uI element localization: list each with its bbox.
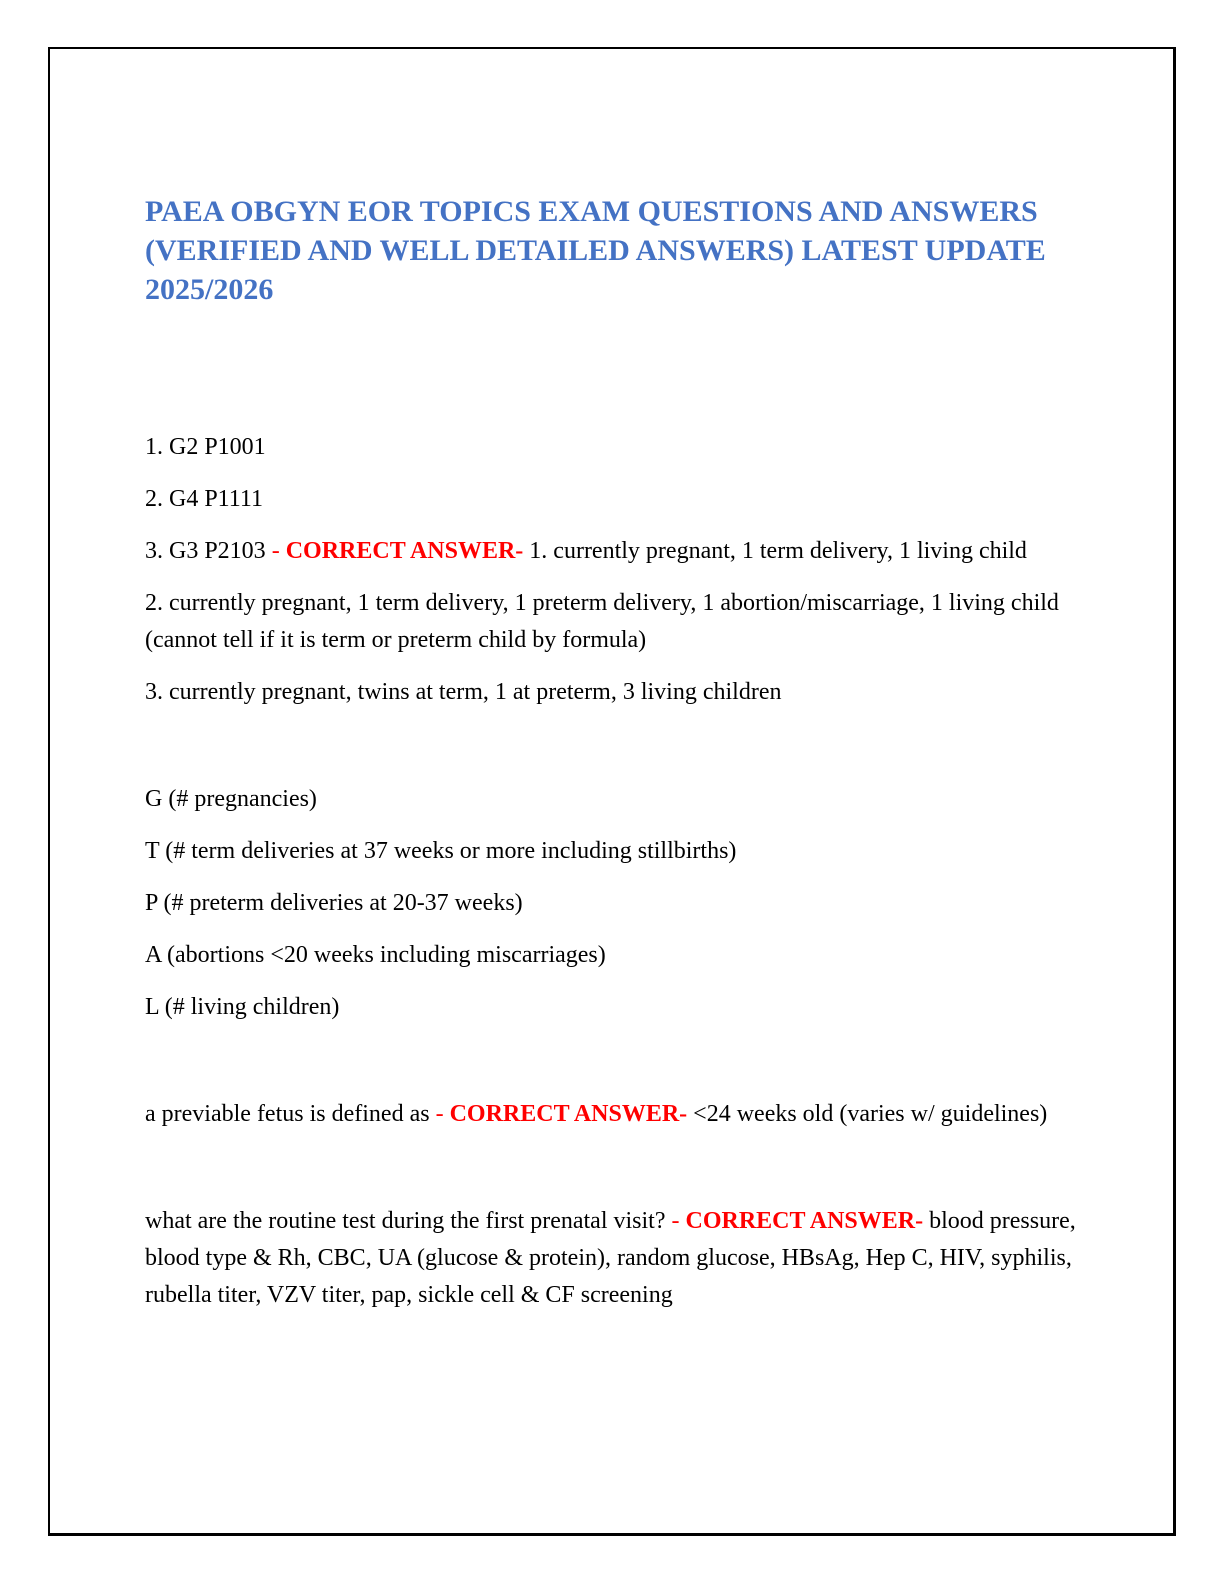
paragraph-text: 3. currently pregnant, twins at term, 1 at preterm, 3 living children (145, 679, 782, 705)
correct-answer-label: CORRECT ANSWER- (285, 538, 524, 564)
paragraph (145, 885, 1078, 922)
paragraph (145, 585, 1078, 659)
answer-text: blood pressure, blood type & Rh, CBC, UA (glucose & protein), random glucose, HBsAg, Hep C, HIV, syphilis, rubella titer, VZV titer, pap, sickle cell & CF screening (145, 1208, 1076, 1308)
correct-answer-label: CORRECT ANSWER- (449, 1101, 688, 1127)
paragraph (145, 833, 1078, 870)
paragraph (145, 989, 1078, 1026)
paragraph (145, 429, 1078, 466)
qa-paragraph (145, 1096, 1078, 1133)
paragraph (145, 937, 1078, 974)
answer-text: <24 weeks old (varies w/ guidelines) (687, 1101, 1048, 1127)
paragraph-text: L (# living children) (145, 994, 340, 1020)
answer-dash: - (271, 538, 286, 564)
paragraph-text: A (abortions <20 weeks including miscarriages) (145, 942, 606, 968)
paragraph (145, 481, 1078, 518)
document-content (50, 49, 1173, 1329)
question-text: 3. G3 P2103 (145, 538, 272, 564)
blank-line (145, 1148, 1078, 1188)
blank-line (145, 726, 1078, 766)
qa-paragraph (145, 1203, 1078, 1314)
question-text: a previable fetus is defined as (145, 1101, 436, 1127)
qa-paragraph (145, 533, 1078, 570)
question-text: what are the routine test during the first prenatal visit? (145, 1208, 672, 1234)
answer-dash: - (435, 1101, 450, 1127)
paragraph-text: P (# preterm deliveries at 20-37 weeks) (145, 890, 523, 916)
answer-dash: - (671, 1208, 686, 1234)
paragraph (145, 674, 1078, 711)
paragraph-text: G (# pregnancies) (145, 786, 317, 812)
blank-line (145, 1041, 1078, 1081)
paragraph-text: T (# term deliveries at 37 weeks or more including stillbirths) (145, 838, 737, 864)
paragraph-text: 2. currently pregnant, 1 term delivery, 1 preterm delivery, 1 abortion/miscarriage, 1 living child (cannot tell if it is term or preterm child by formula) (145, 590, 1059, 653)
paragraph (145, 781, 1078, 818)
answer-text: 1. currently pregnant, 1 term delivery, 1 living child (523, 538, 1027, 564)
paragraph-text: 1. G2 P1001 (145, 434, 266, 460)
correct-answer-label: CORRECT ANSWER- (685, 1208, 924, 1234)
document-title: PAEA OBGYN EOR TOPICS EXAM QUESTIONS AND ANSWERS (VERIFIED AND WELL DETAILED ANSWERS) LATEST UPDATE 2025/2026 (145, 195, 1046, 306)
paragraph-text: 2. G4 P1111 (145, 486, 264, 512)
